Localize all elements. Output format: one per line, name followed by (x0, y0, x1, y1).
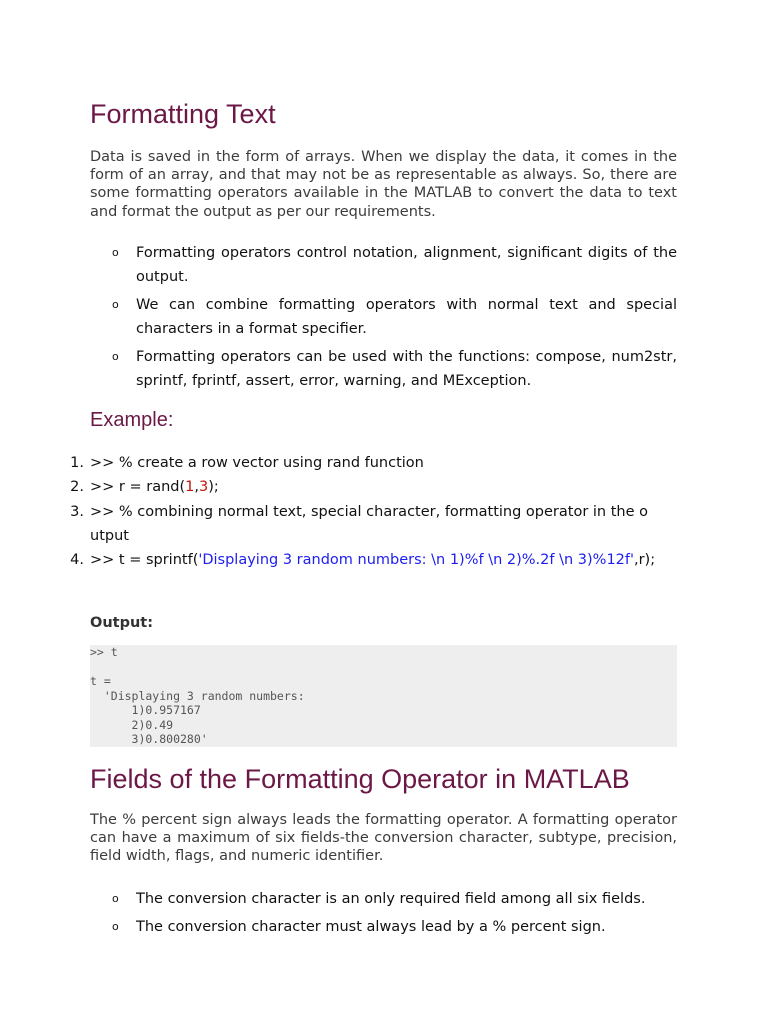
code-comma: , (194, 479, 199, 496)
line-number: 4. (70, 552, 84, 569)
list-item (90, 345, 677, 393)
code-line-4 (70, 548, 677, 572)
line-number: 3. (70, 503, 84, 520)
output-label: Output: (90, 614, 154, 631)
line-number: 2. (70, 479, 84, 496)
example-heading: Example: (90, 408, 174, 431)
code-text-pre: >> r = rand( (90, 479, 186, 496)
bullet-list-fields (90, 887, 677, 939)
bullet-text: We can combine formatting operators with normal text and special characters in a format specifier. (136, 296, 677, 337)
bullet-icon: o (112, 892, 119, 906)
bullet-icon: o (112, 349, 119, 363)
bullet-icon: o (112, 920, 119, 934)
bullet-icon: o (112, 297, 119, 311)
bullet-text: Formatting operators can be used with the functions: compose, num2str, sprintf, fprintf, assert, error, warning, and MException. (136, 348, 677, 389)
code-line-3 (70, 500, 677, 549)
code-line-1 (70, 451, 677, 475)
list-item (90, 915, 677, 939)
code-text-post: ); (208, 479, 219, 496)
bullet-text: The conversion character is an only required field among all six fields. (136, 891, 646, 908)
code-text-post: ,r); (633, 552, 656, 569)
output-code-block: >> t t = 'Displaying 3 random numbers: 1)0.957167 2)0.49 3)0.800280' (90, 645, 677, 747)
section-title-fields: Fields of the Formatting Operator in MATLAB (90, 763, 630, 794)
code-line-2 (70, 475, 677, 499)
code-example-list (70, 451, 677, 573)
bullet-list-formatting (90, 241, 677, 393)
list-item (90, 887, 677, 911)
list-item (90, 293, 677, 341)
code-text-pre: >> t = sprintf( (90, 552, 199, 569)
code-text: >> % combining normal text, special character, formatting operator in the o utput (90, 503, 648, 545)
code-string-literal: 'Displaying 3 random numbers: \n 1)%f \n 2)%.2f \n 3)%12f' (198, 552, 634, 569)
code-number-literal: 1 (185, 479, 195, 496)
intro-paragraph: Data is saved in the form of arrays. When we display the data, it comes in the form of an array, and that may not be as representable as always. So, there are some formatting operators available in the MATLAB to convert the data to text and format the output as per our requirements. (90, 149, 677, 220)
code-text: >> % create a row vector using rand function (90, 454, 424, 471)
list-item (90, 241, 677, 289)
code-number-literal: 3 (198, 479, 209, 496)
fields-paragraph: The % percent sign always leads the formatting operator. A formatting operator can have a maximum of six fields-the conversion character, subtype, precision, field width, flags, and numeric identifier. (90, 811, 677, 865)
section-title-formatting-text: Formatting Text (90, 99, 276, 129)
bullet-icon: o (112, 245, 119, 259)
bullet-text: The conversion character must always lead by a % percent sign. (136, 919, 606, 936)
document-page (70, 96, 677, 943)
bullet-text: Formatting operators control notation, alignment, significant digits of the output. (136, 244, 677, 285)
line-number: 1. (70, 454, 84, 471)
